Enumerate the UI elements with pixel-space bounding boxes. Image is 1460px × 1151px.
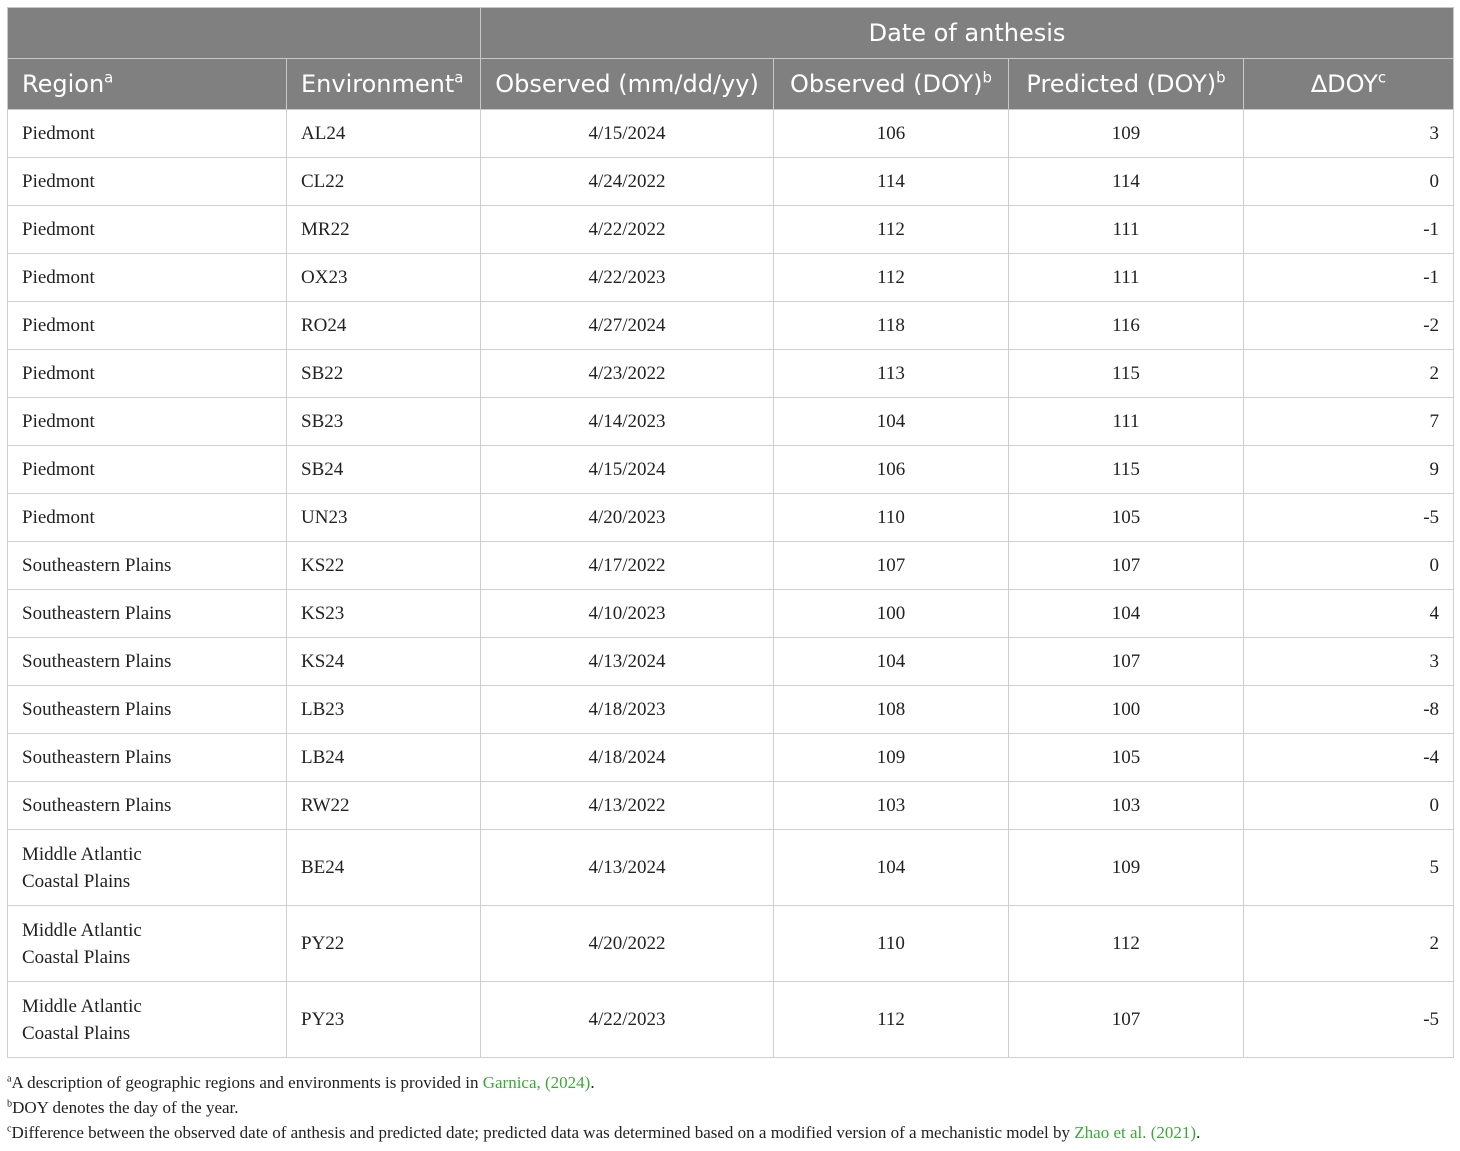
table-row xyxy=(8,686,1454,734)
cell-predicted-doy: 109 xyxy=(1009,110,1244,158)
cell-observed-doy: 106 xyxy=(774,110,1009,158)
cell-observed-date: 4/14/2023 xyxy=(481,398,774,446)
cell-region: Piedmont xyxy=(8,158,287,206)
cell-predicted-doy: 112 xyxy=(1009,906,1244,982)
cell-environment: RO24 xyxy=(287,302,481,350)
cell-observed-doy: 108 xyxy=(774,686,1009,734)
cell-environment: BE24 xyxy=(287,830,481,906)
footnote-marker: a xyxy=(454,68,464,87)
cell-region: Piedmont xyxy=(8,206,287,254)
table-row xyxy=(8,906,1454,982)
cell-observed-doy: 104 xyxy=(774,638,1009,686)
cell-observed-date: 4/13/2024 xyxy=(481,830,774,906)
cell-predicted-doy: 100 xyxy=(1009,686,1244,734)
cell-predicted-doy: 103 xyxy=(1009,782,1244,830)
table-row xyxy=(8,254,1454,302)
cell-predicted-doy: 111 xyxy=(1009,254,1244,302)
cell-predicted-doy: 105 xyxy=(1009,734,1244,782)
header-blank-cell xyxy=(8,8,481,59)
column-header-observed-date-label: Observed (mm/dd/yy) xyxy=(495,70,759,98)
cell-observed-date: 4/27/2024 xyxy=(481,302,774,350)
cell-environment: KS22 xyxy=(287,542,481,590)
cell-delta-doy: -4 xyxy=(1244,734,1454,782)
cell-region-line: Coastal Plains xyxy=(22,1022,131,1044)
cell-region: Piedmont xyxy=(8,494,287,542)
cell-observed-doy: 104 xyxy=(774,830,1009,906)
table-row xyxy=(8,350,1454,398)
cell-region-line: Middle Atlantic xyxy=(22,995,142,1017)
table-row xyxy=(8,110,1454,158)
cell-predicted-doy: 116 xyxy=(1009,302,1244,350)
cell-predicted-doy: 111 xyxy=(1009,206,1244,254)
cell-delta-doy: 2 xyxy=(1244,906,1454,982)
cell-region xyxy=(8,830,287,906)
cell-observed-doy: 112 xyxy=(774,254,1009,302)
table-row xyxy=(8,982,1454,1058)
table-row xyxy=(8,206,1454,254)
cell-observed-doy: 103 xyxy=(774,782,1009,830)
column-header-observed-doy xyxy=(774,59,1009,110)
cell-region: Piedmont xyxy=(8,302,287,350)
cell-region: Southeastern Plains xyxy=(8,638,287,686)
cell-delta-doy: -8 xyxy=(1244,686,1454,734)
footnote-marker: a xyxy=(104,68,114,87)
cell-delta-doy: 3 xyxy=(1244,110,1454,158)
table-row xyxy=(8,542,1454,590)
cell-delta-doy: 2 xyxy=(1244,350,1454,398)
table-row xyxy=(8,158,1454,206)
cell-environment: PY23 xyxy=(287,982,481,1058)
cell-region-line: Coastal Plains xyxy=(22,946,131,968)
cell-observed-date: 4/22/2023 xyxy=(481,982,774,1058)
cell-delta-doy: -5 xyxy=(1244,494,1454,542)
footnote-b xyxy=(7,1095,1453,1120)
cell-observed-date: 4/17/2022 xyxy=(481,542,774,590)
cell-region-line: Middle Atlantic xyxy=(22,843,142,865)
cell-observed-date: 4/18/2023 xyxy=(481,686,774,734)
cell-region: Southeastern Plains xyxy=(8,590,287,638)
cell-delta-doy: 0 xyxy=(1244,158,1454,206)
table-row xyxy=(8,638,1454,686)
cell-observed-doy: 107 xyxy=(774,542,1009,590)
cell-region: Southeastern Plains xyxy=(8,686,287,734)
group-header-date-of-anthesis: Date of anthesis xyxy=(481,8,1454,59)
cell-region: Piedmont xyxy=(8,446,287,494)
cell-observed-date: 4/13/2024 xyxy=(481,638,774,686)
cell-observed-doy: 110 xyxy=(774,906,1009,982)
cell-environment: MR22 xyxy=(287,206,481,254)
table-container xyxy=(7,7,1453,1058)
cell-environment: RW22 xyxy=(287,782,481,830)
cell-environment: SB23 xyxy=(287,398,481,446)
cell-region-line: Middle Atlantic xyxy=(22,919,142,941)
cell-predicted-doy: 115 xyxy=(1009,350,1244,398)
table-row xyxy=(8,782,1454,830)
cell-region: Southeastern Plains xyxy=(8,542,287,590)
cell-observed-date: 4/13/2022 xyxy=(481,782,774,830)
column-header-predicted-doy xyxy=(1009,59,1244,110)
cell-observed-doy: 112 xyxy=(774,206,1009,254)
cell-predicted-doy: 107 xyxy=(1009,638,1244,686)
cell-observed-doy: 100 xyxy=(774,590,1009,638)
cell-region xyxy=(8,906,287,982)
footnote-text: Difference between the observed date of anthesis and predicted date; predicted data was determined based on a modified version of a mechanistic model by xyxy=(11,1123,1075,1142)
cell-predicted-doy: 109 xyxy=(1009,830,1244,906)
cell-observed-date: 4/23/2022 xyxy=(481,350,774,398)
column-header-environment xyxy=(287,59,481,110)
footnotes xyxy=(7,1070,1453,1145)
cell-delta-doy: -1 xyxy=(1244,206,1454,254)
cell-observed-doy: 114 xyxy=(774,158,1009,206)
footnote-text: DOY denotes the day of the year. xyxy=(12,1098,239,1117)
cell-environment: UN23 xyxy=(287,494,481,542)
cell-environment: AL24 xyxy=(287,110,481,158)
cell-environment: CL22 xyxy=(287,158,481,206)
table-row xyxy=(8,446,1454,494)
cell-environment: SB24 xyxy=(287,446,481,494)
citation-link-zhao[interactable]: Zhao et al. (2021) xyxy=(1074,1123,1197,1142)
cell-delta-doy: -2 xyxy=(1244,302,1454,350)
cell-delta-doy: 0 xyxy=(1244,542,1454,590)
cell-environment: LB23 xyxy=(287,686,481,734)
cell-delta-doy: 3 xyxy=(1244,638,1454,686)
cell-observed-date: 4/20/2023 xyxy=(481,494,774,542)
footnote-marker: a xyxy=(7,1073,12,1085)
cell-delta-doy: 4 xyxy=(1244,590,1454,638)
cell-region: Piedmont xyxy=(8,350,287,398)
footnote-marker: b xyxy=(7,1098,13,1110)
cell-environment: OX23 xyxy=(287,254,481,302)
column-header-delta-doy-label: ∆DOY xyxy=(1311,70,1378,98)
column-header-environment-label: Environment xyxy=(301,70,455,98)
column-header-observed-date xyxy=(481,59,774,110)
cell-environment: KS24 xyxy=(287,638,481,686)
cell-observed-date: 4/24/2022 xyxy=(481,158,774,206)
footnote-marker: b xyxy=(982,68,992,87)
cell-observed-doy: 110 xyxy=(774,494,1009,542)
cell-environment: KS23 xyxy=(287,590,481,638)
cell-delta-doy: -1 xyxy=(1244,254,1454,302)
cell-predicted-doy: 115 xyxy=(1009,446,1244,494)
cell-observed-date: 4/18/2024 xyxy=(481,734,774,782)
table-row xyxy=(8,830,1454,906)
cell-predicted-doy: 114 xyxy=(1009,158,1244,206)
cell-observed-date: 4/15/2024 xyxy=(481,110,774,158)
footnote-punctuation: . xyxy=(1196,1123,1201,1142)
cell-observed-doy: 118 xyxy=(774,302,1009,350)
footnote-punctuation: . xyxy=(590,1073,595,1092)
cell-delta-doy: 7 xyxy=(1244,398,1454,446)
table-row xyxy=(8,494,1454,542)
cell-region: Piedmont xyxy=(8,254,287,302)
footnote-c xyxy=(7,1120,1453,1145)
cell-predicted-doy: 104 xyxy=(1009,590,1244,638)
cell-delta-doy: -5 xyxy=(1244,982,1454,1058)
cell-region: Southeastern Plains xyxy=(8,734,287,782)
cell-environment: SB22 xyxy=(287,350,481,398)
cell-observed-date: 4/22/2022 xyxy=(481,206,774,254)
cell-region xyxy=(8,982,287,1058)
table-header xyxy=(8,8,1454,110)
table-body xyxy=(8,110,1454,1058)
cell-observed-doy: 109 xyxy=(774,734,1009,782)
citation-link-garnica[interactable]: Garnica, (2024) xyxy=(482,1073,591,1092)
footnote-a xyxy=(7,1070,1453,1095)
column-header-region xyxy=(8,59,287,110)
footnote-marker: c xyxy=(1377,68,1386,87)
cell-observed-doy: 112 xyxy=(774,982,1009,1058)
cell-environment: LB24 xyxy=(287,734,481,782)
cell-region-line: Coastal Plains xyxy=(22,870,131,892)
cell-predicted-doy: 107 xyxy=(1009,542,1244,590)
table-row xyxy=(8,398,1454,446)
cell-observed-date: 4/20/2022 xyxy=(481,906,774,982)
cell-predicted-doy: 105 xyxy=(1009,494,1244,542)
footnote-marker: b xyxy=(1216,68,1226,87)
anthesis-table xyxy=(7,7,1454,1058)
cell-observed-doy: 113 xyxy=(774,350,1009,398)
table-row xyxy=(8,734,1454,782)
table-row xyxy=(8,590,1454,638)
cell-observed-date: 4/10/2023 xyxy=(481,590,774,638)
cell-observed-doy: 104 xyxy=(774,398,1009,446)
cell-predicted-doy: 107 xyxy=(1009,982,1244,1058)
cell-observed-doy: 106 xyxy=(774,446,1009,494)
cell-predicted-doy: 111 xyxy=(1009,398,1244,446)
cell-delta-doy: 0 xyxy=(1244,782,1454,830)
footnote-text: A description of geographic regions and environments is provided in xyxy=(11,1073,483,1092)
column-header-delta-doy xyxy=(1244,59,1454,110)
cell-region: Piedmont xyxy=(8,398,287,446)
cell-region: Southeastern Plains xyxy=(8,782,287,830)
cell-environment: PY22 xyxy=(287,906,481,982)
table-row xyxy=(8,302,1454,350)
cell-delta-doy: 5 xyxy=(1244,830,1454,906)
cell-delta-doy: 9 xyxy=(1244,446,1454,494)
column-header-observed-doy-label: Observed (DOY) xyxy=(790,70,983,98)
cell-observed-date: 4/22/2023 xyxy=(481,254,774,302)
footnote-marker: c xyxy=(7,1123,12,1135)
cell-region: Piedmont xyxy=(8,110,287,158)
column-header-region-label: Region xyxy=(22,70,105,98)
cell-observed-date: 4/15/2024 xyxy=(481,446,774,494)
column-header-predicted-doy-label: Predicted (DOY) xyxy=(1026,70,1217,98)
